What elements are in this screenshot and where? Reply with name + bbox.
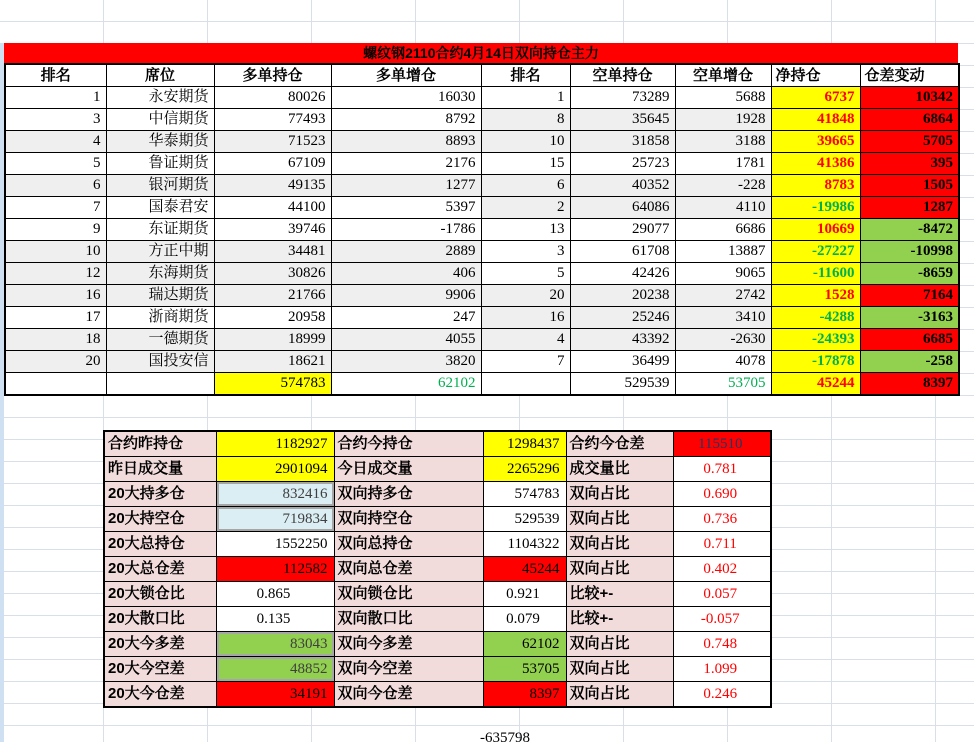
cell[interactable]: 6: [481, 175, 570, 197]
value-cell[interactable]: 529539: [483, 507, 566, 532]
cell[interactable]: 13: [481, 219, 570, 241]
cell[interactable]: 国泰君安: [106, 197, 214, 219]
cell[interactable]: 40352: [570, 175, 675, 197]
cell[interactable]: 20958: [214, 307, 331, 329]
value-cell[interactable]: 34191: [216, 682, 334, 708]
value-cell[interactable]: 0.865: [216, 582, 334, 607]
header-cell[interactable]: 排名: [5, 64, 106, 87]
summary-row: [104, 457, 771, 482]
cell[interactable]: 15: [481, 153, 570, 175]
value-cell[interactable]: 0.748: [673, 632, 771, 657]
cell[interactable]: 浙商期货: [106, 307, 214, 329]
cell[interactable]: 25723: [570, 153, 675, 175]
cell[interactable]: 3: [5, 109, 106, 131]
label-cell[interactable]: 20大持多仓: [104, 482, 216, 507]
cell[interactable]: -1786: [331, 219, 481, 241]
cell[interactable]: 406: [331, 263, 481, 285]
cell[interactable]: 7: [481, 351, 570, 373]
cell[interactable]: 39746: [214, 219, 331, 241]
cell[interactable]: 3188: [675, 131, 771, 153]
summary-row: [104, 532, 771, 557]
cell[interactable]: 10: [481, 131, 570, 153]
label-cell[interactable]: 20大今仓差: [104, 682, 216, 708]
value-cell[interactable]: 0.711: [673, 532, 771, 557]
label-cell[interactable]: 双向总仓差: [334, 557, 483, 582]
cell[interactable]: 8893: [331, 131, 481, 153]
summary-row: [104, 431, 771, 457]
label-cell[interactable]: 20大今多差: [104, 632, 216, 657]
cell[interactable]: 9: [5, 219, 106, 241]
cell[interactable]: 8: [481, 109, 570, 131]
cell[interactable]: 16030: [331, 87, 481, 109]
cell[interactable]: 10: [5, 241, 106, 263]
summary-row: [104, 507, 771, 532]
header-cell[interactable]: 排名: [481, 64, 570, 87]
cell[interactable]: 10669: [771, 219, 860, 241]
title-bar[interactable]: 螺纹钢2110合约4月14日双向持仓主力: [4, 43, 958, 63]
value-cell[interactable]: 0.690: [673, 482, 771, 507]
cell[interactable]: 1505: [860, 175, 959, 197]
value-cell[interactable]: 0.921: [483, 582, 566, 607]
label-cell[interactable]: 双向今仓差: [334, 682, 483, 708]
label-cell[interactable]: 双向持空仓: [334, 507, 483, 532]
cell[interactable]: 42426: [570, 263, 675, 285]
cell[interactable]: 1287: [860, 197, 959, 219]
cell[interactable]: 67109: [214, 153, 331, 175]
cell[interactable]: 2176: [331, 153, 481, 175]
table-row: [5, 263, 959, 285]
value-cell[interactable]: 0.246: [673, 682, 771, 708]
cell[interactable]: 44100: [214, 197, 331, 219]
cell[interactable]: 东证期货: [106, 219, 214, 241]
cell[interactable]: 3: [481, 241, 570, 263]
cell[interactable]: 3410: [675, 307, 771, 329]
header-row: [5, 64, 959, 87]
table-row: [5, 329, 959, 351]
cell[interactable]: 永安期货: [106, 87, 214, 109]
label-cell[interactable]: 昨日成交量: [104, 457, 216, 482]
cell[interactable]: 64086: [570, 197, 675, 219]
label-cell[interactable]: 20大散口比: [104, 607, 216, 632]
cell[interactable]: 5705: [860, 131, 959, 153]
label-cell[interactable]: 双向占比: [566, 507, 673, 532]
cell[interactable]: 1: [481, 87, 570, 109]
cell[interactable]: 6686: [675, 219, 771, 241]
cell[interactable]: 4110: [675, 197, 771, 219]
label-cell[interactable]: 双向总持仓: [334, 532, 483, 557]
cell[interactable]: -27227: [771, 241, 860, 263]
table-row: [5, 87, 959, 109]
total-cell[interactable]: 8397: [860, 373, 959, 396]
cell[interactable]: -258: [860, 351, 959, 373]
cell[interactable]: -3163: [860, 307, 959, 329]
table-row: [5, 197, 959, 219]
value-cell[interactable]: 0.781: [673, 457, 771, 482]
label-cell[interactable]: 合约昨持仓: [104, 431, 216, 457]
cell[interactable]: 41848: [771, 109, 860, 131]
value-cell[interactable]: 53705: [483, 657, 566, 682]
value-cell[interactable]: 0.402: [673, 557, 771, 582]
value-cell[interactable]: 83043: [216, 632, 334, 657]
label-cell[interactable]: 双向占比: [566, 482, 673, 507]
cell[interactable]: 39665: [771, 131, 860, 153]
main-table-body: [5, 87, 959, 396]
cell[interactable]: 2742: [675, 285, 771, 307]
cell[interactable]: 43392: [570, 329, 675, 351]
table-row: [5, 131, 959, 153]
cell[interactable]: 61708: [570, 241, 675, 263]
table-row: [5, 285, 959, 307]
summary-table-body: [104, 431, 771, 707]
label-cell[interactable]: 双向占比: [566, 557, 673, 582]
cell[interactable]: 16: [481, 307, 570, 329]
cell[interactable]: 1781: [675, 153, 771, 175]
summary-row: [104, 657, 771, 682]
value-cell[interactable]: 2901094: [216, 457, 334, 482]
value-cell[interactable]: 0.079: [483, 607, 566, 632]
table-row: [5, 175, 959, 197]
value-cell[interactable]: 1298437: [483, 431, 566, 457]
summary-row: [104, 607, 771, 632]
value-cell[interactable]: 1104322: [483, 532, 566, 557]
total-cell[interactable]: [5, 373, 106, 396]
label-cell[interactable]: 20大总仓差: [104, 557, 216, 582]
summary-table: [103, 430, 772, 708]
label-cell[interactable]: 20大总持仓: [104, 532, 216, 557]
header-cell[interactable]: 席位: [106, 64, 214, 87]
main-table-header: [5, 64, 959, 87]
cell[interactable]: 8783: [771, 175, 860, 197]
cell[interactable]: -8472: [860, 219, 959, 241]
cell[interactable]: 6864: [860, 109, 959, 131]
cell[interactable]: -4288: [771, 307, 860, 329]
value-cell[interactable]: 1.099: [673, 657, 771, 682]
cell[interactable]: 5688: [675, 87, 771, 109]
label-cell[interactable]: 双向占比: [566, 657, 673, 682]
cell[interactable]: 25246: [570, 307, 675, 329]
label-cell[interactable]: 20大锁仓比: [104, 582, 216, 607]
value-cell[interactable]: 832416: [216, 482, 334, 507]
value-cell[interactable]: 719834: [216, 507, 334, 532]
value-cell[interactable]: -0.057: [673, 607, 771, 632]
cell[interactable]: 6737: [771, 87, 860, 109]
cell[interactable]: 银河期货: [106, 175, 214, 197]
cell[interactable]: 6685: [860, 329, 959, 351]
value-cell[interactable]: 0.135: [216, 607, 334, 632]
value-cell[interactable]: 0.736: [673, 507, 771, 532]
label-cell[interactable]: 20大持空仓: [104, 507, 216, 532]
cell[interactable]: 4: [5, 131, 106, 153]
header-cell[interactable]: 空单增仓: [675, 64, 771, 87]
label-cell[interactable]: 双向占比: [566, 532, 673, 557]
cell[interactable]: 30826: [214, 263, 331, 285]
cell[interactable]: 21766: [214, 285, 331, 307]
cell[interactable]: 2: [481, 197, 570, 219]
cell[interactable]: 80026: [214, 87, 331, 109]
summary-row: [104, 632, 771, 657]
cell[interactable]: 18621: [214, 351, 331, 373]
label-cell[interactable]: 双向占比: [566, 632, 673, 657]
cell[interactable]: 18: [5, 329, 106, 351]
cell[interactable]: 36499: [570, 351, 675, 373]
label-cell[interactable]: 20大今空差: [104, 657, 216, 682]
cell[interactable]: -19986: [771, 197, 860, 219]
cell[interactable]: 2889: [331, 241, 481, 263]
cell[interactable]: 12: [5, 263, 106, 285]
cell[interactable]: 瑞达期货: [106, 285, 214, 307]
label-cell[interactable]: 双向锁仓比: [334, 582, 483, 607]
value-cell[interactable]: 8397: [483, 682, 566, 708]
cell[interactable]: 9065: [675, 263, 771, 285]
cell[interactable]: -24393: [771, 329, 860, 351]
table-row: [5, 241, 959, 263]
total-cell[interactable]: 53705: [675, 373, 771, 396]
cell[interactable]: -17878: [771, 351, 860, 373]
cell[interactable]: 31858: [570, 131, 675, 153]
cell[interactable]: 5397: [331, 197, 481, 219]
cell[interactable]: 3820: [331, 351, 481, 373]
cell[interactable]: 国投安信: [106, 351, 214, 373]
label-cell[interactable]: 双向散口比: [334, 607, 483, 632]
cell[interactable]: -228: [675, 175, 771, 197]
cell[interactable]: 49135: [214, 175, 331, 197]
cell[interactable]: 20238: [570, 285, 675, 307]
cell[interactable]: 20: [481, 285, 570, 307]
cell[interactable]: 247: [331, 307, 481, 329]
value-cell[interactable]: 115510: [673, 431, 771, 457]
total-cell[interactable]: 45244: [771, 373, 860, 396]
label-cell[interactable]: 双向今空差: [334, 657, 483, 682]
summary-row: [104, 482, 771, 507]
cell[interactable]: 20: [5, 351, 106, 373]
main-position-table: [4, 63, 960, 396]
overflow-value[interactable]: -635798: [480, 730, 530, 742]
cell[interactable]: -10998: [860, 241, 959, 263]
cell[interactable]: 方正中期: [106, 241, 214, 263]
cell[interactable]: -11600: [771, 263, 860, 285]
summary-row: [104, 557, 771, 582]
cell[interactable]: 1928: [675, 109, 771, 131]
table-row: [5, 153, 959, 175]
total-cell[interactable]: 62102: [331, 373, 481, 396]
total-cell[interactable]: 574783: [214, 373, 331, 396]
cell[interactable]: 5: [5, 153, 106, 175]
header-cell[interactable]: 空单持仓: [570, 64, 675, 87]
summary-row: [104, 682, 771, 708]
cell[interactable]: 29077: [570, 219, 675, 241]
header-cell[interactable]: 净持仓: [771, 64, 860, 87]
value-cell[interactable]: 112582: [216, 557, 334, 582]
label-cell[interactable]: 成交量比: [566, 457, 673, 482]
label-cell[interactable]: 双向占比: [566, 682, 673, 708]
total-cell[interactable]: [106, 373, 214, 396]
label-cell[interactable]: 今日成交量: [334, 457, 483, 482]
cell[interactable]: 4055: [331, 329, 481, 351]
totals-row: [5, 373, 959, 396]
cell[interactable]: 395: [860, 153, 959, 175]
header-cell[interactable]: 仓差变动: [860, 64, 959, 87]
cell[interactable]: 7164: [860, 285, 959, 307]
label-cell[interactable]: 双向持多仓: [334, 482, 483, 507]
cell[interactable]: -8659: [860, 263, 959, 285]
label-cell[interactable]: 合约今仓差: [566, 431, 673, 457]
cell[interactable]: 1: [5, 87, 106, 109]
cell[interactable]: 35645: [570, 109, 675, 131]
value-cell[interactable]: 48852: [216, 657, 334, 682]
header-cell[interactable]: 多单增仓: [331, 64, 481, 87]
summary-row: [104, 582, 771, 607]
table-row: [5, 351, 959, 373]
cell[interactable]: 东海期货: [106, 263, 214, 285]
cell[interactable]: 6: [5, 175, 106, 197]
cell[interactable]: 8792: [331, 109, 481, 131]
cell[interactable]: 4078: [675, 351, 771, 373]
cell[interactable]: 77493: [214, 109, 331, 131]
cell[interactable]: -2630: [675, 329, 771, 351]
label-cell[interactable]: 比较+-: [566, 607, 673, 632]
value-cell[interactable]: 2265296: [483, 457, 566, 482]
cell[interactable]: 71523: [214, 131, 331, 153]
cell[interactable]: 华泰期货: [106, 131, 214, 153]
label-cell[interactable]: 合约今持仓: [334, 431, 483, 457]
cell[interactable]: 5: [481, 263, 570, 285]
cell[interactable]: 10342: [860, 87, 959, 109]
value-cell[interactable]: 574783: [483, 482, 566, 507]
cell[interactable]: 7: [5, 197, 106, 219]
label-cell[interactable]: 双向今多差: [334, 632, 483, 657]
cell[interactable]: 一德期货: [106, 329, 214, 351]
cell[interactable]: 34481: [214, 241, 331, 263]
cell[interactable]: 1277: [331, 175, 481, 197]
cell[interactable]: 18999: [214, 329, 331, 351]
cell[interactable]: 1528: [771, 285, 860, 307]
table-row: [5, 307, 959, 329]
cell[interactable]: 16: [5, 285, 106, 307]
label-cell[interactable]: 比较+-: [566, 582, 673, 607]
cell[interactable]: 9906: [331, 285, 481, 307]
table-row: [5, 109, 959, 131]
value-cell[interactable]: 0.057: [673, 582, 771, 607]
cell[interactable]: 4: [481, 329, 570, 351]
value-cell[interactable]: 45244: [483, 557, 566, 582]
cell[interactable]: 41386: [771, 153, 860, 175]
cell[interactable]: 17: [5, 307, 106, 329]
total-cell[interactable]: [481, 373, 570, 396]
cell[interactable]: 13887: [675, 241, 771, 263]
total-cell[interactable]: 529539: [570, 373, 675, 396]
cell[interactable]: 73289: [570, 87, 675, 109]
value-cell[interactable]: 1552250: [216, 532, 334, 557]
value-cell[interactable]: 62102: [483, 632, 566, 657]
value-cell[interactable]: 1182927: [216, 431, 334, 457]
cell[interactable]: 鲁证期货: [106, 153, 214, 175]
table-row: [5, 219, 959, 241]
cell[interactable]: 中信期货: [106, 109, 214, 131]
header-cell[interactable]: 多单持仓: [214, 64, 331, 87]
